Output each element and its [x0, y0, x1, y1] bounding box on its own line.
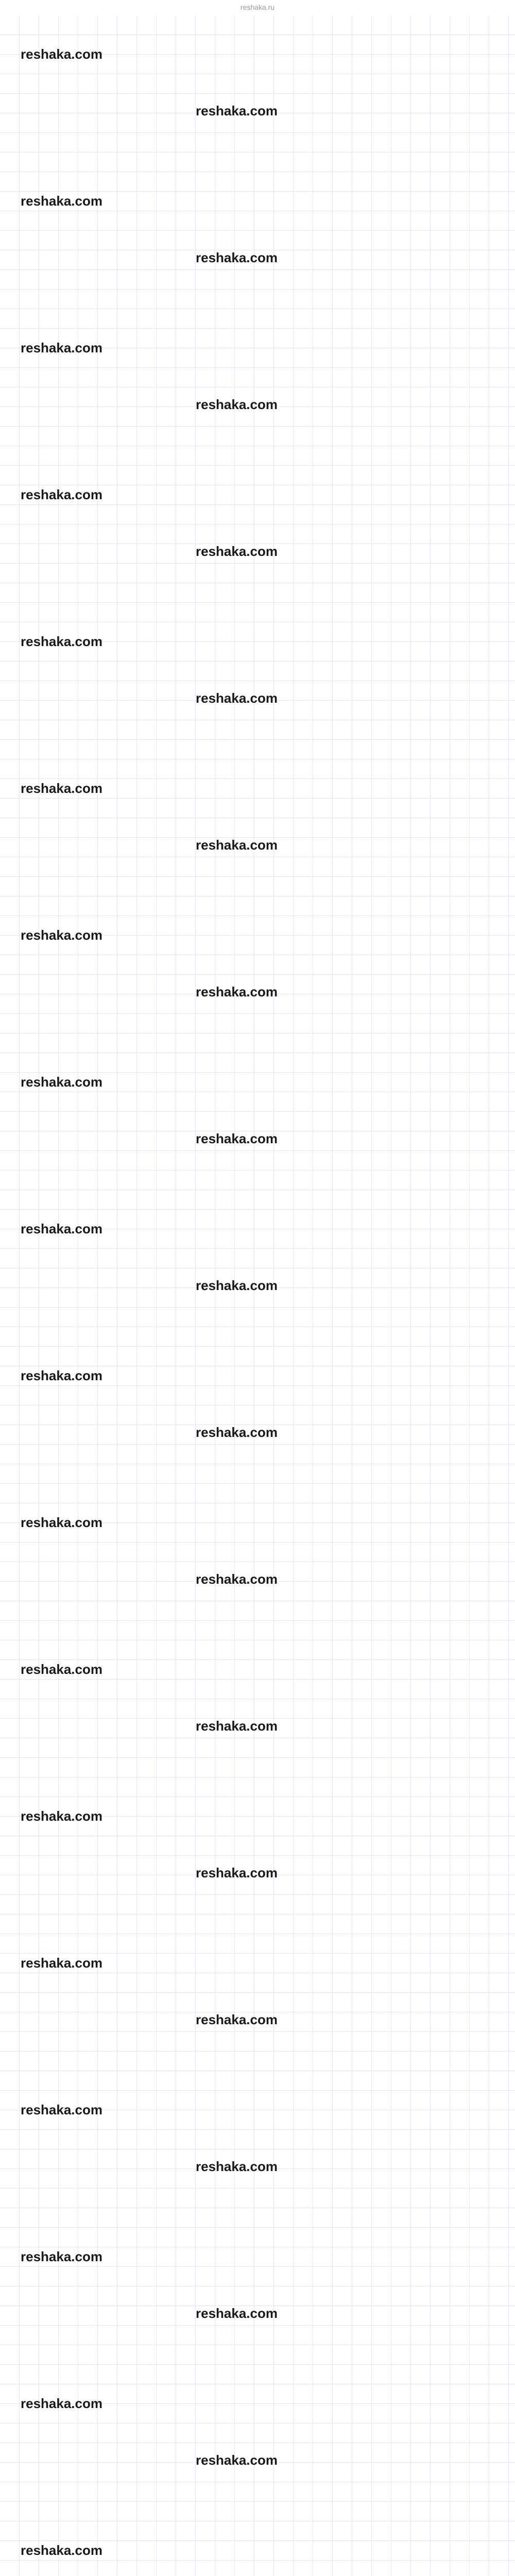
watermark: reshaka.com: [21, 1955, 102, 1971]
watermark: reshaka.com: [196, 103, 278, 118]
watermark: reshaka.com: [21, 927, 102, 943]
watermark: reshaka.com: [196, 984, 278, 999]
watermark: reshaka.com: [196, 1131, 278, 1146]
watermark: reshaka.com: [21, 1368, 102, 1383]
watermark: reshaka.com: [21, 2102, 102, 2117]
watermark: reshaka.com: [21, 340, 102, 355]
watermark: reshaka.com: [196, 1571, 278, 1587]
watermark: reshaka.com: [21, 1662, 102, 1677]
watermark: reshaka.com: [21, 1808, 102, 1824]
watermark: reshaka.com: [196, 2159, 278, 2174]
watermark: reshaka.com: [21, 2396, 102, 2411]
watermark: reshaka.com: [196, 544, 278, 559]
watermark: reshaka.com: [196, 2306, 278, 2321]
watermark: reshaka.com: [196, 250, 278, 265]
watermark: reshaka.com: [21, 1221, 102, 1236]
watermark: reshaka.com: [196, 2452, 278, 2468]
watermark: reshaka.com: [21, 1074, 102, 1090]
watermark: reshaka.com: [196, 1278, 278, 1293]
watermark: reshaka.com: [21, 2543, 102, 2558]
watermark: reshaka.com: [196, 1718, 278, 1734]
watermark: reshaka.com: [21, 781, 102, 796]
watermark: reshaka.com: [21, 634, 102, 649]
watermark: reshaka.com: [196, 1425, 278, 1440]
site-header: reshaka.ru: [240, 3, 275, 11]
watermark: reshaka.com: [196, 837, 278, 853]
watermark: reshaka.com: [196, 397, 278, 412]
watermark: reshaka.com: [196, 690, 278, 706]
watermark: reshaka.com: [196, 2012, 278, 2027]
watermark: reshaka.com: [21, 487, 102, 502]
watermark: reshaka.com: [21, 46, 102, 62]
watermark: reshaka.com: [21, 193, 102, 209]
watermark: reshaka.com: [21, 1515, 102, 1530]
handwritten-solution-sheet: [0, 15, 515, 2576]
watermark: reshaka.com: [196, 1865, 278, 1880]
watermark: reshaka.com: [21, 2249, 102, 2264]
